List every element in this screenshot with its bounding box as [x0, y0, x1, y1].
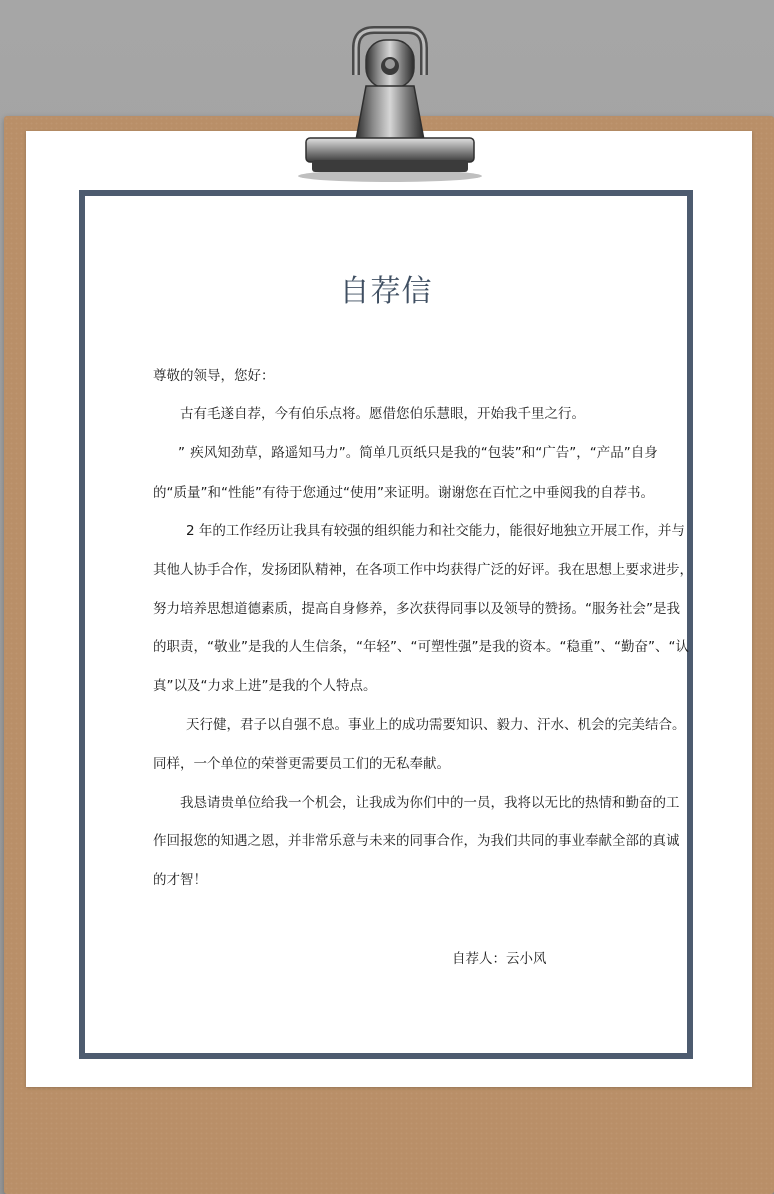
- letter-line-11: 我恳请贵单位给我一个机会，让我成为你们中的一员，我将以无比的热情和勤奋的工: [180, 795, 680, 811]
- letter-line-6: 努力培养思想道德素质，提高自身修养，多次获得同事以及领导的赞扬。“服务社会”是我: [153, 601, 680, 617]
- letter-line-7: 的职责，“敬业”是我的人生信条，“年轻”、“可塑性强”是我的资本。“稳重”、“勤奋”、“认: [153, 639, 689, 655]
- letter-line-3: 的“质量”和“性能”有待于您通过“使用”来证明。谢谢您在百忙之中垂阅我的自荐书。: [153, 485, 654, 501]
- letter-line-9: 天行健，君子以自强不息。事业上的成功需要知识、毅力、汗水、机会的完美结合。: [186, 717, 686, 733]
- letter-line-8: 真”以及“力求上进”是我的个人特点。: [153, 678, 377, 694]
- letter-border: [79, 190, 693, 1059]
- letter-line-12: 作回报您的知遇之恩，并非常乐意与未来的同事合作，为我们共同的事业奉献全部的真诚: [153, 833, 680, 849]
- letter-line-1: 古有毛遂自荐，今有伯乐点将。愿借您伯乐慧眼，开始我千里之行。: [180, 406, 585, 422]
- letter-line-2: ” 疾风知劲草，路遥知马力”。简单几页纸只是我的“包装”和“广告”，“产品”自身: [178, 445, 658, 461]
- letter-line-13: 的才智！: [153, 872, 207, 888]
- letter-greeting: 尊敬的领导，您好：: [153, 368, 275, 384]
- letter-line-5: 其他人协手合作，发扬团队精神，在各项工作中均获得广泛的好评。我在思想上要求进步，: [153, 562, 693, 578]
- letter-line-4: 2 年的工作经历让我具有较强的组织能力和社交能力，能很好地独立开展工作，并与: [186, 523, 685, 539]
- letter-signature: 自荐人：云小风: [452, 951, 547, 967]
- binder-clip-icon: [0, 0, 774, 190]
- letter-line-10: 同样，一个单位的荣誉更需要员工们的无私奉献。: [153, 756, 450, 772]
- letter-title: 自荐信: [339, 274, 433, 309]
